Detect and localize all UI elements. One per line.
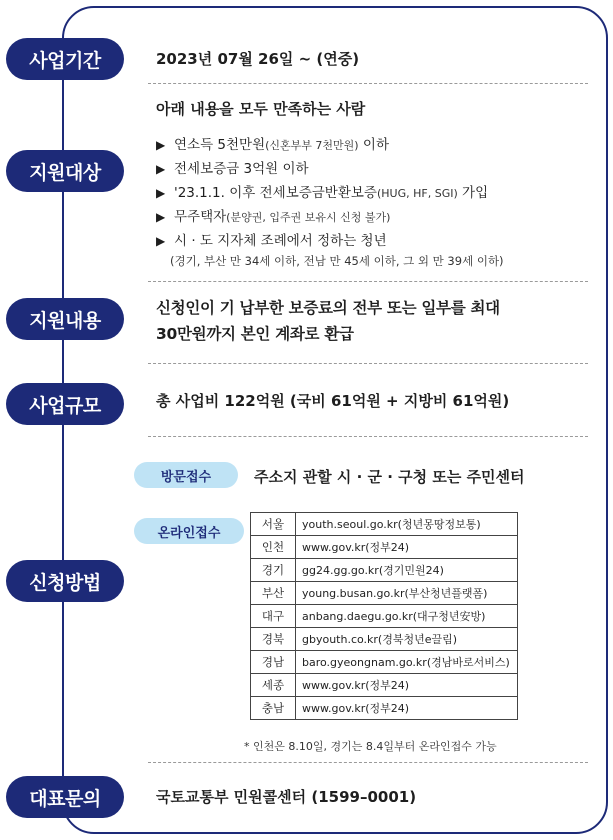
table-row [251, 582, 518, 605]
period-text: 2023년 07월 26일 ~ (연중) [156, 50, 360, 68]
online-chip: 온라인접수 [134, 518, 244, 544]
divider [148, 363, 588, 364]
triangle-bullet-icon: ▶ [156, 186, 166, 200]
contact-text: 국토교통부 민원콜센터 (1599–0001) [156, 788, 417, 806]
site-cell: www.gov.kr(정부24) [296, 674, 518, 697]
region-cell: 서울 [251, 513, 296, 536]
table-row [251, 674, 518, 697]
target-item [156, 133, 389, 153]
site-cell: www.gov.kr(정부24) [296, 697, 518, 720]
region-cell: 경남 [251, 651, 296, 674]
table-row [251, 559, 518, 582]
scale-text: 총 사업비 122억원 (국비 61억원 + 지방비 61억원) [156, 392, 510, 410]
divider [148, 762, 588, 763]
label-target: 지원대상 [6, 150, 124, 192]
region-cell: 부산 [251, 582, 296, 605]
region-cell: 대구 [251, 605, 296, 628]
label-scale: 사업규모 [6, 383, 124, 425]
triangle-bullet-icon: ▶ [156, 138, 166, 152]
triangle-bullet-icon: ▶ [156, 210, 166, 224]
target-item [156, 181, 488, 201]
target-age-note: (경기, 부산 만 34세 이하, 전남 만 45세 이하, 그 외 만 39세 이하) [170, 254, 504, 268]
label-content: 지원내용 [6, 298, 124, 340]
target-heading: 아래 내용을 모두 만족하는 사람 [156, 100, 366, 118]
region-cell: 세종 [251, 674, 296, 697]
table-row [251, 536, 518, 559]
target-item [156, 229, 387, 249]
visit-chip: 방문접수 [134, 462, 238, 488]
region-cell: 경기 [251, 559, 296, 582]
visit-text: 주소지 관할 시 · 군 · 구청 또는 주민센터 [254, 468, 525, 486]
site-cell: youth.seoul.go.kr(청년몽땅정보통) [296, 513, 518, 536]
online-footnote: * 인천은 8.10일, 경기는 8.4일부터 온라인접수 가능 [244, 740, 497, 753]
triangle-bullet-icon: ▶ [156, 234, 166, 248]
table-row [251, 605, 518, 628]
target-item-main: 무주택자 [174, 209, 227, 225]
site-cell: gg24.gg.go.kr(경기민원24) [296, 559, 518, 582]
label-contact: 대표문의 [6, 776, 124, 818]
target-item-main: '23.1.1. 이후 전세보증금반환보증 [174, 185, 377, 201]
target-item-sub: (분양권, 입주권 보유시 신청 불가) [226, 211, 391, 224]
label-period: 사업기간 [6, 38, 124, 80]
target-item-sub: (HUG, HF, SGI) [376, 187, 458, 200]
target-item-tail: 가입 [457, 185, 489, 201]
target-item-main: 연소득 5천만원 [174, 137, 266, 153]
region-cell: 충남 [251, 697, 296, 720]
label-apply: 신청방법 [6, 560, 124, 602]
divider [148, 83, 588, 84]
site-cell: anbang.daegu.go.kr(대구청년安방) [296, 605, 518, 628]
site-cell: gbyouth.co.kr(경북청년e끌림) [296, 628, 518, 651]
target-item-sub: (신혼부부 7천만원) [265, 139, 359, 152]
site-cell: young.busan.go.kr(부산청년플랫폼) [296, 582, 518, 605]
region-cell: 경북 [251, 628, 296, 651]
triangle-bullet-icon: ▶ [156, 162, 166, 176]
site-cell: www.gov.kr(정부24) [296, 536, 518, 559]
table-row [251, 697, 518, 720]
online-sites-table [250, 512, 518, 720]
table-row [251, 628, 518, 651]
region-cell: 인천 [251, 536, 296, 559]
content-line-1: 신청인이 기 납부한 보증료의 전부 또는 일부를 최대 [156, 299, 500, 317]
divider [148, 436, 588, 437]
table-row [251, 513, 518, 536]
target-item [156, 205, 390, 225]
table-row [251, 651, 518, 674]
target-item [156, 157, 309, 177]
content-line-2: 30만원까지 본인 계좌로 환급 [156, 325, 354, 343]
target-item-main: 시 · 도 지자체 조례에서 정하는 청년 [174, 233, 387, 249]
target-item-main: 전세보증금 3억원 이하 [174, 161, 309, 177]
site-cell: baro.gyeongnam.go.kr(경남바로서비스) [296, 651, 518, 674]
target-item-tail: 이하 [358, 137, 389, 153]
divider [148, 281, 588, 282]
